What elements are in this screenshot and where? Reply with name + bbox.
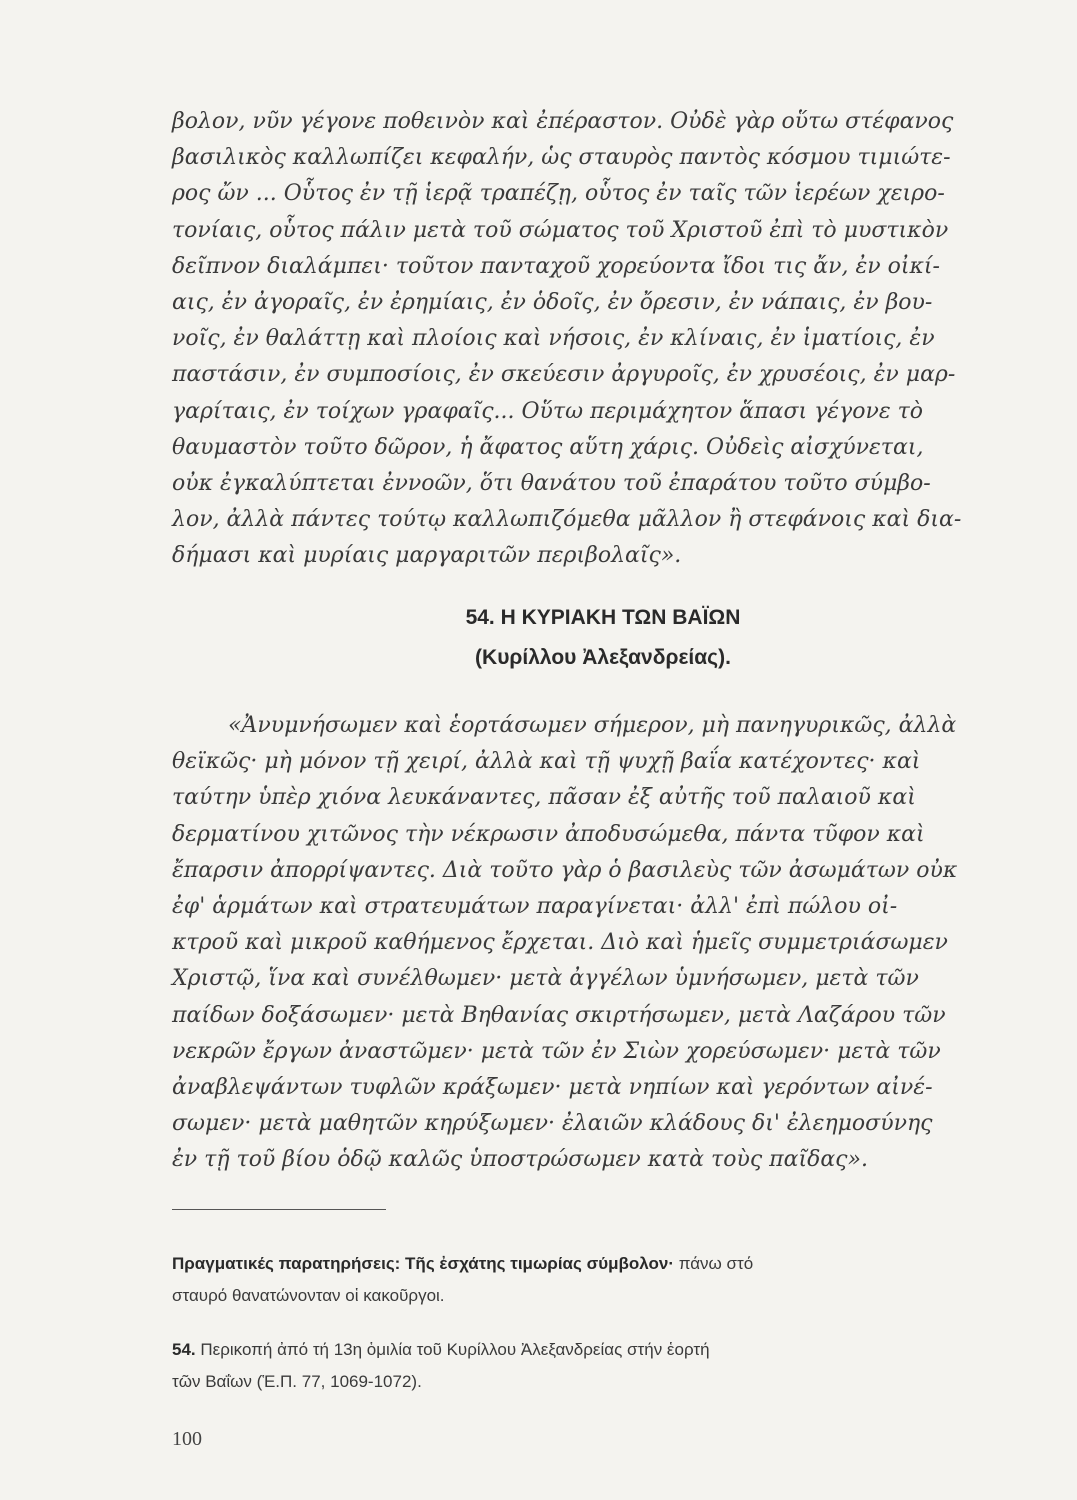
footnote-2 [172, 1334, 1034, 1398]
text-line: παίδων δοξάσωμεν· μετὰ Βηθανίας σκιρτήσωμεν, μετὰ Λαζάρου τῶν [172, 1002, 946, 1028]
footnote-1 [172, 1248, 1034, 1312]
footnote-line [172, 1248, 1034, 1280]
text-line: λον, ἀλλὰ πάντες τούτῳ καλλωπιζόμεθα μᾶλλον ἢ στεφάνοις καὶ δια- [172, 507, 962, 533]
footnote-line: σταυρό θανατώνονταν οἱ κακοῦργοι. [172, 1286, 445, 1305]
text-line: ρος ὤν ... Οὗτος ἐν τῇ ἱερᾷ τραπέζῃ, οὗτος ἐν ταῖς τῶν ἱερέων χειρο- [172, 181, 945, 207]
text-line: ἐν τῇ τοῦ βίου ὁδῷ καλῶς ὑποστρώσωμεν κατὰ τοὺς παῖδας». [172, 1147, 868, 1173]
text-line: δήμασι καὶ μυρίαις μαργαριτῶν περιβολαῖς». [172, 543, 682, 569]
footnote-line [172, 1334, 1034, 1366]
text-line: δεῖπνον διαλάμπει· τοῦτον πανταχοῦ χορεύοντα ἴδοι τις ἄν, ἐν οἰκί- [172, 253, 940, 279]
text-line: ἔπαρσιν ἀπορρίψαντες. Διὰ τοῦτο γὰρ ὁ βασιλεὺς τῶν ἀσωμάτων οὐκ [172, 857, 958, 883]
footnote-text: πάνω στό [674, 1254, 754, 1273]
text-line: βολον, νῦν γέγονε ποθεινὸν καὶ ἐπέραστον. Οὐδὲ γὰρ οὕτω στέφανος [172, 109, 954, 134]
paragraph-2 [172, 708, 1034, 1179]
footnote-text: Περικοπή ἀπό τή 13η ὁμιλία τοῦ Κυρίλλου Ἀλεξανδρείας στήν ἑορτή [195, 1340, 710, 1359]
text-line: σωμεν· μετὰ μαθητῶν κηρύξωμεν· ἐλαιῶν κλάδους δι' ἐλεημοσύνης [172, 1111, 933, 1137]
section-title: 54. Η ΚΥΡΙΑΚΗ ΤΩΝ ΒΑΪΩΝ [465, 606, 741, 629]
text-line: ταύτην ὑπὲρ χιόνα λευκάναντες, πᾶσαν ἐξ αὐτῆς τοῦ παλαιοῦ καὶ [172, 785, 916, 811]
text-line: «Ἀνυμνήσωμεν καὶ ἑορτάσωμεν σήμερον, μὴ πανηγυρικῶς, ἀλλὰ [228, 713, 957, 738]
text-line: δερματίνου χιτῶνος τὴν νέκρωσιν ἀποδυσώμεθα, πάντα τῦφον καὶ [172, 821, 925, 847]
text-line: τονίαις, οὗτος πάλιν μετὰ τοῦ σώματος τοῦ Χριστοῦ ἐπὶ τὸ μυστικὸν [172, 217, 949, 243]
text-line: νεκρῶν ἔργων ἀναστῶμεν· μετὰ τῶν ἐν Σιὼν χορεύσωμεν· μετὰ τῶν [172, 1038, 941, 1064]
text-line: αις, ἐν ἀγοραῖς, ἐν ἐρημίαις, ἐν ὁδοῖς, ἐν ὄρεσιν, ἐν νάπαις, ἐν βου- [172, 290, 933, 316]
text-line: θεϊκῶς· μὴ μόνον τῇ χειρί, ἀλλὰ καὶ τῇ ψυχῇ βαΐα κατέχοντες· καὶ [172, 749, 921, 775]
text-line: ἀναβλεψάντων τυφλῶν κράξωμεν· μετὰ νηπίων καὶ γερόντων αἰνέ- [172, 1075, 933, 1101]
text-line: βασιλικὸς καλλωπίζει κεφαλήν, ὡς σταυρὸς παντὸς κόσμου τιμιώτε- [172, 145, 951, 171]
footnote-bold-lead: Πραγματικές παρατηρήσεις: Τῆς ἐσχάτης τιμωρίας σύμβολον· [172, 1254, 674, 1273]
text-line: Χριστῷ, ἵνα καὶ συνέλθωμεν· μετὰ ἀγγέλων ὑμνήσωμεν, μετὰ τῶν [172, 966, 919, 992]
text-line: νοῖς, ἐν θαλάττῃ καὶ πλοίοις καὶ νήσοις, ἐν κλίναις, ἐν ἱματίοις, ἐν [172, 326, 935, 352]
text-line: οὐκ ἐγκαλύπτεται ἐννοῶν, ὅτι θανάτου τοῦ ἐπαράτου τοῦτο σύμβο- [172, 471, 931, 497]
section-subtitle: (Κυρίλλου Ἀλεξανδρείας). [475, 646, 731, 669]
paragraph-1 [172, 104, 1034, 575]
text-line: κτροῦ καὶ μικροῦ καθήμενος ἔρχεται. Διὸ καὶ ἡμεῖς συμμετριάσωμεν [172, 930, 948, 956]
text-line: γαρίταις, ἐν τοίχων γραφαῖς... Οὕτω περιμάχητον ἅπασι γέγονε τὸ [172, 398, 924, 424]
text-line: θαυμαστὸν τοῦτο δῶρον, ἡ ἄφατος αὕτη χάρις. Οὐδεὶς αἰσχύνεται, [172, 434, 924, 460]
footnote-divider [172, 1209, 386, 1210]
footnote-line: τῶν Βαΐων (Ἑ.Π. 77, 1069-1072). [172, 1372, 422, 1391]
footnote-number: 54. [172, 1340, 196, 1359]
text-line: ἐφ' ἁρμάτων καὶ στρατευμάτων παραγίνεται· ἀλλ' ἐπὶ πώλου οἰ- [172, 894, 898, 920]
text-line: παστάσιν, ἐν συμποσίοις, ἐν σκεύεσιν ἀργυροῖς, ἐν χρυσέοις, ἐν μαρ- [172, 362, 956, 388]
page-number: 100 [172, 1428, 202, 1450]
